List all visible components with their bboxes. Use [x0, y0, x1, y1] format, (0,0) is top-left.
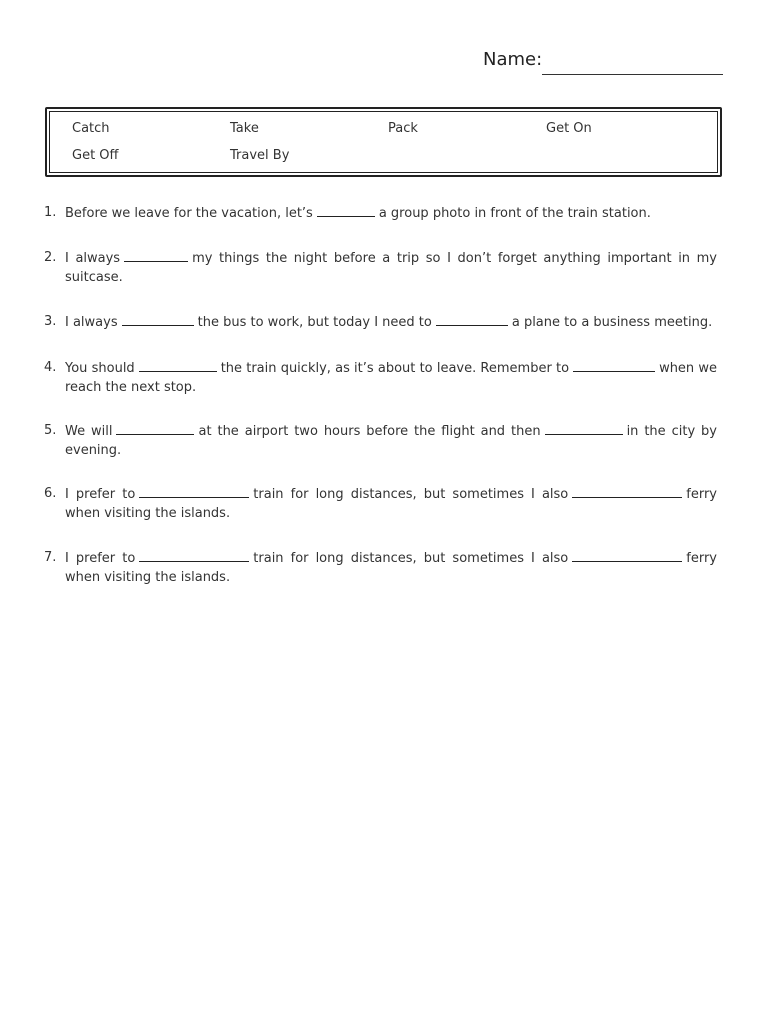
question-text-part: my things the night before a trip so I don’t forget anything important in my suitcase.	[65, 251, 718, 285]
question-text	[65, 548, 717, 587]
word-bank-item: Get Off	[72, 148, 119, 163]
answer-blank[interactable]	[139, 484, 249, 498]
question-number: 5.	[44, 423, 57, 438]
answer-blank[interactable]	[436, 312, 508, 326]
question-text-part: train for long distances, but sometimes I also	[253, 487, 569, 502]
question-text	[65, 421, 717, 460]
question-number: 1.	[44, 205, 57, 220]
question-text-part: when we reach the next stop.	[65, 361, 718, 395]
name-field	[483, 49, 723, 79]
question-text	[65, 312, 717, 332]
question-text	[65, 358, 717, 397]
question-text-part: I prefer to	[65, 487, 136, 502]
answer-blank[interactable]	[573, 358, 655, 372]
question-text-part: a group photo in front of the train station.	[378, 206, 651, 221]
answer-blank[interactable]	[545, 421, 623, 435]
answer-blank[interactable]	[139, 358, 217, 372]
question-text-part: ferry when visiting the islands.	[65, 551, 717, 585]
question-text	[65, 484, 717, 523]
word-bank-item: Pack	[388, 121, 418, 136]
word-bank-item: Get On	[546, 121, 592, 136]
word-bank-item: Travel By	[230, 148, 290, 163]
question-text-part: at the airport two hours before the flight and then	[198, 424, 541, 439]
answer-blank[interactable]	[122, 312, 194, 326]
question-text-part: I always	[65, 315, 118, 330]
question-number: 6.	[44, 486, 57, 501]
answer-blank[interactable]	[572, 484, 682, 498]
question-text-part: in the city by evening.	[65, 424, 718, 458]
question-number: 3.	[44, 314, 57, 329]
question-text-part: You should	[65, 361, 135, 376]
answer-blank[interactable]	[317, 203, 375, 217]
question-text-part: the bus to work, but today I need to	[197, 315, 432, 330]
question-text-part: I always	[65, 251, 121, 266]
question-number: 7.	[44, 550, 57, 565]
question-text	[65, 248, 717, 287]
word-bank-inner-border	[49, 111, 718, 173]
answer-blank[interactable]	[124, 248, 188, 262]
question-text-part: ferry when visiting the islands.	[65, 487, 717, 521]
answer-blank[interactable]	[116, 421, 194, 435]
question-number: 4.	[44, 360, 57, 375]
answer-blank[interactable]	[139, 548, 249, 562]
question-text-part: I prefer to	[65, 551, 136, 566]
question-text-part: a plane to a business meeting.	[511, 315, 713, 330]
question-text-part: We will	[65, 424, 113, 439]
name-input-line[interactable]	[542, 74, 723, 75]
word-bank	[45, 107, 722, 177]
word-bank-item: Take	[230, 121, 259, 136]
question-text	[65, 203, 717, 223]
question-text-part: the train quickly, as it’s about to leave. Remember to	[220, 361, 570, 376]
answer-blank[interactable]	[572, 548, 682, 562]
question-number: 2.	[44, 250, 57, 265]
question-text-part: Before we leave for the vacation, let’s	[65, 206, 313, 221]
name-label: Name:	[483, 49, 543, 70]
question-text-part: train for long distances, but sometimes I also	[253, 551, 569, 566]
word-bank-item: Catch	[72, 121, 110, 136]
